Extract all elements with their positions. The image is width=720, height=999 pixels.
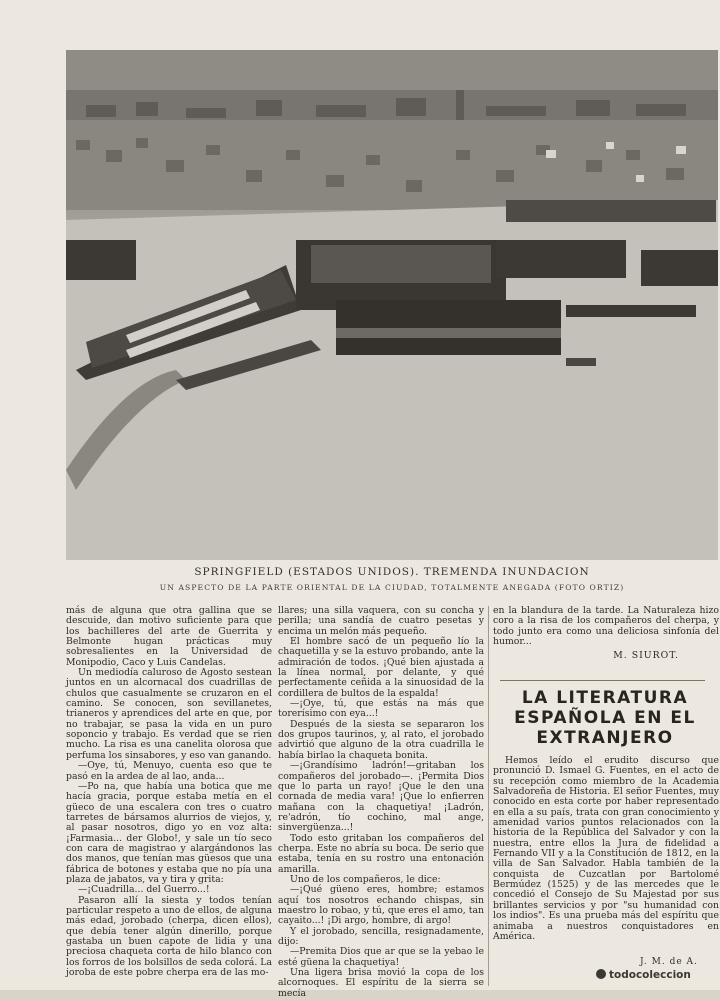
paragraph: Después de la siesta se separaron los dos grupos taurinos, y, al rato, el jorobado advirtió que alguno de la otra cuadrilla le había birlao la chaqueta bonita. (278, 718, 484, 761)
paragraph: más de alguna que otra gallina que se descuide, dan motivo suficiente para que los bachilleres del arte de Guerrita y Belmonte hugan prácticas muy sobresalientes en la Universidad de Monipodio, Caco y Luis Candelas. (66, 605, 272, 668)
paragraph: —¡Grandísimo ladrón!—gritaban los compañeros del jorobado—. ¡Permita Dios que lo parta un rayo! ¡Que le den una cornada de media vara! ¡Que lo enfierren mañana con la chaquetiya! ¡Ladrón, re'adrón, tío cochino, mal ange, sinvergüenza...! (278, 760, 484, 834)
paragraph: —¡Oye, tú, que estás na más que torerísimo con eya...! (278, 698, 484, 720)
paragraph: —¡Cuadrilla... del Guerro...! (78, 884, 210, 896)
paragraph: El hombre sacó de un pequeño lío la chaquetilla y se la estuvo probando, ante la admiración de todos. ¡Qué bien ajustada a la línea normal, por delante, y qué perfectamente ceñida a la sinuosidad de la cordillera de bultos de la espalda! (278, 636, 484, 699)
paragraph: —¡Qué güeno eres, hombre; estamos aquí tos nosotros echando chispas, sin maestro lo robao, y tú, que eres el amo, tan cayaito...! ¡Di argo, hombre, di argo! (278, 884, 484, 927)
watermark (596, 969, 691, 981)
article-2-body (493, 756, 719, 942)
article-signature: M. SIUROT. (613, 650, 679, 662)
paragraph: Hemos leído el erudito discurso que pronunció D. Ismael G. Fuentes, en el acto de su recepción como miembro de la Academia Salvadoreña de Historia. El señor Fuentes, muy conocido en esta corte por haber representado en ella a su país, trata con gran conocimiento y amenidad varios puntos relacionados con la historia de la República del Salvador y con la nuestra, entre ellos la Jura de fidelidad a Fernando VII y a la Constitución de 1812, en la villa de San Salvador. Habla también de la conquista de Cuzcatlan por Bartolomé Bermúdez (1525) y de las mercedes que le concedió el Consejo de Su Majestad por sus brillantes servicios y por "su humanidad con los indios". Es una prueba más del espíritu que animaba a nuestros conquistadores en América. (493, 755, 719, 942)
photo-caption-title: SPRINGFIELD (ESTADOS UNIDOS). TREMENDA INUNDACION (194, 566, 590, 578)
paragraph: —Premita Dios que ar que se la yebao le esté güena la chaquetiya! (278, 946, 484, 968)
flood-photo-illustration (66, 50, 718, 560)
paragraph: —Oye, tú, Menuyo, cuenta eso que te pasó en la ardea de al lao, anda... (66, 760, 272, 782)
watermark-text: todocoleccion (609, 969, 691, 981)
photo-caption-subtitle: UN ASPECTO DE LA PARTE ORIENTAL DE LA CIUDAD, TOTALMENTE ANEGADA (FOTO ORTIZ) (159, 583, 625, 592)
column-divider (488, 606, 489, 986)
article-column-3 (493, 606, 719, 662)
paragraph: Todo esto gritaban los compañeros del cherpa. Este no abría su boca. De serio que estaba, tenía en su rostro una entonación amarilla. (278, 832, 484, 875)
article-2-signature: J. M. de A. (640, 957, 698, 967)
paragraph: Un mediodía caluroso de Agosto sestean juntos en un alcornacal dos cuadrillas de chulos que casualmente se cruzaron en el camino. Se conocen, son sevillanetes, trianeros y aprendices del arte en que, por no trabajar, se pasa la vida en un puro soponcio y trabajo. Es verdad que se rien mucho. La risa es una canelita olorosa que perfuma los sinsabores, y eso van ganando. (66, 667, 272, 761)
flood-photograph (66, 50, 718, 560)
article-headline: LA LITERATURA ESPAÑOLA EN EL EXTRANJERO (514, 688, 696, 748)
article-column-1 (66, 606, 272, 978)
headline-rule (500, 680, 705, 681)
paragraph: en la blandura de la tarde. La Naturaleza hizo coro a la risa de los compañeros del cherpa, y todo junto era como una deliciosa sinfonía del humor... (493, 605, 719, 648)
paragraph: llares; una silla vaquera, con su concha y perilla; una sandía de cuatro pesetas y encima un melón más pequeño. (278, 605, 484, 637)
paragraph: Una ligera brisa movió la copa de los alcornoques. El espíritu de la sierra se mecía (278, 967, 484, 999)
watermark-logo-icon (596, 969, 606, 979)
paragraph: Uno de los compañeros, le dice: (290, 873, 441, 885)
paragraph: Y el jorobado, sencilla, resignadamente, dijo: (278, 925, 484, 947)
paragraph: Pasaron allí la siesta y todos tenían particular respeto a uno de ellos, de alguna más edad, jorobado (cherpa, dicen ellos), que debía tener algún dinerillo, porque gastaba un buen capote de lidia y una preciosa chaqueta corta de hilo blanco con los forros de los bolsillos de seda colorá. La joroba de este pobre cherpa era de las mo- (66, 894, 272, 979)
article-column-2 (278, 606, 484, 999)
paragraph: —Po na, que había una botica que me hacía gracia, porque estaba metía en el güeco de una escalera con tres o cuatro tarretes de bársamos alurrios de viejos, y, al pasar nosotros, digo yo en voz alta: ¡Farmasia... der Globo!, y sale un tío seco con cara de magistrao y alargándonos las dos manos, que tenían mas güesos que una fábrica de botones y estaba que no pía una plaza de jabatos, va y tira y grita: (66, 780, 272, 885)
